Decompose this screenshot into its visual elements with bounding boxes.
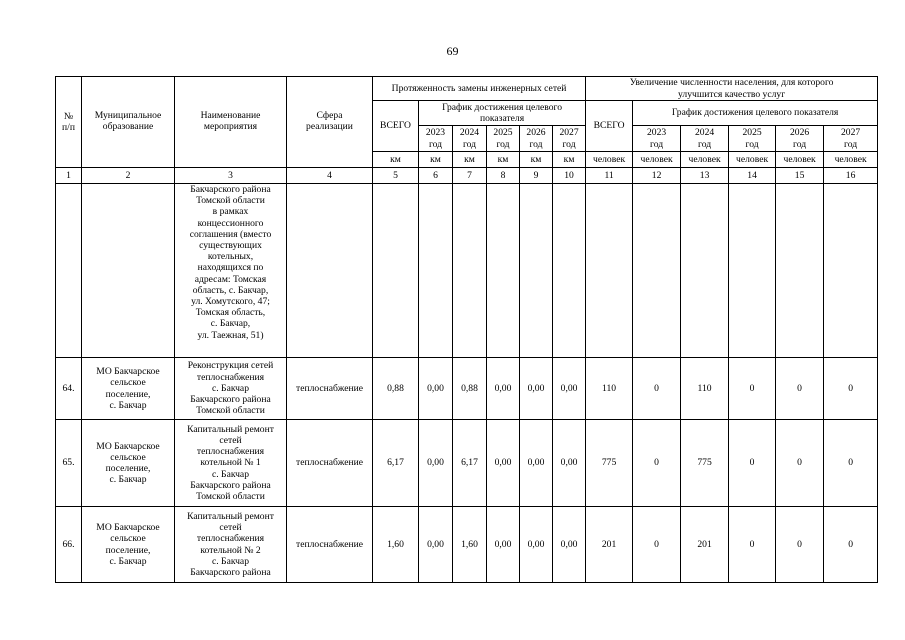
header-year-km: 2024 год [453,126,487,152]
row-km-value: 0,00 [487,420,520,507]
row-sphere: теплоснабжение [287,358,373,420]
header-year-people: 2027 год [824,126,878,152]
row-people-value: 0 [776,507,824,583]
header-year-people: 2026 год [776,126,824,152]
row-km-value: 0,00 [553,358,586,420]
row-km-value: 0,88 [373,358,419,420]
column-number: 5 [373,168,419,184]
column-number: 9 [520,168,553,184]
row-people-value: 775 [586,420,633,507]
continuation-measure-text: Бакчарского района Томской области в рамках концессионного соглашения (вместо существующих котельных, находящихся по адресам: Томская область, с. Бакчар, ул. Хомутского, 47; Томская область, с. Бакчар, ул. Таежная, 51) [175,184,287,358]
row-people-value: 0 [633,358,681,420]
row-people-value: 0 [729,358,776,420]
row-number: 66. [56,507,82,583]
row-km-value: 0,00 [553,420,586,507]
header-year-km: 2027 год [553,126,586,152]
header-total-km: ВСЕГО [373,101,419,152]
header-year-km: 2023 год [419,126,453,152]
row-measure: Реконструкция сетей теплоснабжения с. Бакчар Бакчарского района Томской области [175,358,287,420]
unit-km: км [553,152,586,168]
row-people-value: 0 [729,420,776,507]
continuation-row [56,184,878,358]
row-number: 64. [56,358,82,420]
column-number: 6 [419,168,453,184]
header-year-people: 2025 год [729,126,776,152]
unit-km: км [419,152,453,168]
row-people-value: 0 [729,507,776,583]
column-number: 16 [824,168,878,184]
header-group-population: Увеличение численности населения, для которого улучшится качество услуг [586,77,878,101]
row-km-value: 0,00 [419,358,453,420]
row-municipality: МО Бакчарское сельское поселение, с. Бакчар [82,507,175,583]
column-number: 11 [586,168,633,184]
unit-km: км [453,152,487,168]
row-km-value: 0,00 [487,507,520,583]
row-people-value: 201 [681,507,729,583]
row-people-value: 110 [681,358,729,420]
header-group-length: Протяженность замены инженерных сетей [373,77,586,101]
header-year-km: 2026 год [520,126,553,152]
row-km-value: 0,00 [487,358,520,420]
column-number: 14 [729,168,776,184]
row-people-value: 0 [633,507,681,583]
unit-person: человек [776,152,824,168]
row-km-value: 0,88 [453,358,487,420]
measures-table [55,76,878,583]
row-people-value: 0 [633,420,681,507]
unit-person: человек [681,152,729,168]
row-people-value: 110 [586,358,633,420]
header-schedule-length: График достижения целевого показателя [419,101,586,126]
row-people-value: 201 [586,507,633,583]
unit-person: человек [824,152,878,168]
column-number: 1 [56,168,82,184]
header-year-people: 2024 год [681,126,729,152]
header-sphere: Сфера реализации [287,77,373,168]
row-km-value: 1,60 [373,507,419,583]
table-row [56,420,878,507]
row-measure: Капитальный ремонт сетей теплоснабжения котельной № 1 с. Бакчар Бакчарского района Томской области [175,420,287,507]
table-row [56,358,878,420]
row-sphere: теплоснабжение [287,420,373,507]
unit-km: км [487,152,520,168]
unit-km: км [520,152,553,168]
row-km-value: 6,17 [453,420,487,507]
header-schedule-population: График достижения целевого показателя [633,101,878,126]
column-number: 13 [681,168,729,184]
header-year-km: 2025 год [487,126,520,152]
column-number: 4 [287,168,373,184]
table-row [56,507,878,583]
row-km-value: 0,00 [520,358,553,420]
row-people-value: 0 [776,420,824,507]
unit-person: человек [729,152,776,168]
column-number: 2 [82,168,175,184]
page-number: 69 [446,44,459,58]
row-people-value: 0 [824,507,878,583]
row-km-value: 6,17 [373,420,419,507]
row-municipality: МО Бакчарское сельское поселение, с. Бакчар [82,420,175,507]
header-num: № п/п [56,77,82,168]
row-people-value: 0 [776,358,824,420]
row-km-value: 0,00 [553,507,586,583]
header-year-people: 2023 год [633,126,681,152]
column-number: 10 [553,168,586,184]
row-km-value: 0,00 [520,420,553,507]
row-people-value: 0 [824,420,878,507]
column-number: 7 [453,168,487,184]
row-km-value: 0,00 [419,507,453,583]
column-number: 8 [487,168,520,184]
unit-person: человек [586,152,633,168]
row-km-value: 1,60 [453,507,487,583]
row-number: 65. [56,420,82,507]
row-measure: Капитальный ремонт сетей теплоснабжения котельной № 2 с. Бакчар Бакчарского района [175,507,287,583]
column-numbers-row [56,168,878,184]
header-total-people: ВСЕГО [586,101,633,152]
row-km-value: 0,00 [520,507,553,583]
row-municipality: МО Бакчарское сельское поселение, с. Бакчар [82,358,175,420]
column-number: 3 [175,168,287,184]
header-measure-name: Наименование мероприятия [175,77,287,168]
column-number: 15 [776,168,824,184]
row-people-value: 775 [681,420,729,507]
column-number: 12 [633,168,681,184]
row-people-value: 0 [824,358,878,420]
header-municipality: Муниципальное образование [82,77,175,168]
unit-person: человек [633,152,681,168]
unit-km: км [373,152,419,168]
row-sphere: теплоснабжение [287,507,373,583]
row-km-value: 0,00 [419,420,453,507]
